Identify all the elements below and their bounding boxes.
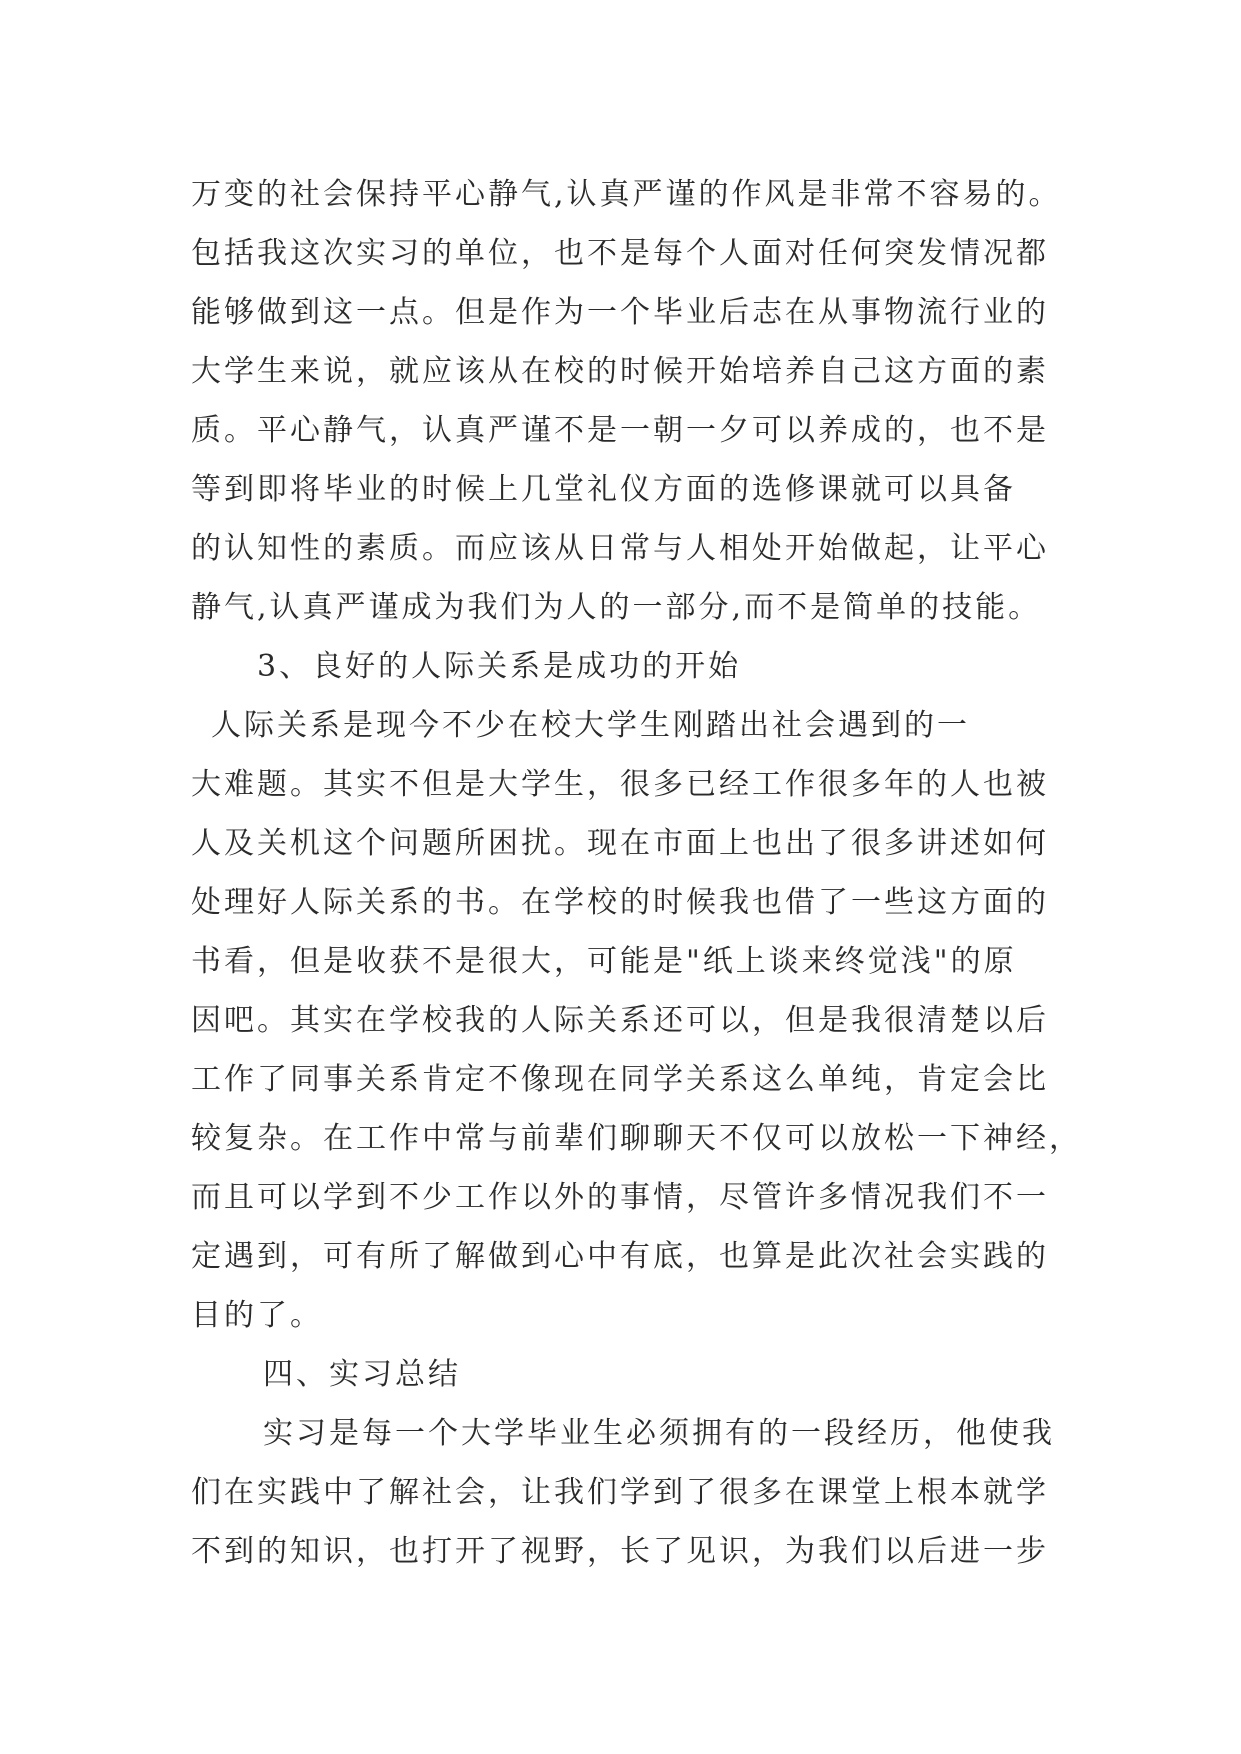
text-line: 大学生来说，就应该从在校的时候开始培养自己这方面的素	[191, 354, 1049, 389]
text-line: 们在实践中了解社会，让我们学到了很多在课堂上根本就学	[191, 1475, 1049, 1510]
text-line: 实习是每一个大学毕业生必须拥有的一段经历，他使我	[263, 1416, 1055, 1451]
text-line: 大难题。其实不但是大学生，很多已经工作很多年的人也被	[191, 767, 1049, 802]
text-line: 的认知性的素质。而应该从日常与人相处开始做起，让平心	[191, 531, 1049, 566]
section-heading: 四、实习总结	[263, 1357, 461, 1392]
text-line: 质。平心静气，认真严谨不是一朝一夕可以养成的，也不是	[191, 413, 1049, 448]
text-line: 目的了。	[191, 1298, 323, 1333]
text-line: 处理好人际关系的书。在学校的时候我也借了一些这方面的	[191, 885, 1049, 920]
text-line: 能够做到这一点。但是作为一个毕业后志在从事物流行业的	[191, 295, 1049, 330]
text-line: 不到的知识，也打开了视野，长了见识，为我们以后进一步	[191, 1534, 1049, 1569]
text-line: 而且可以学到不少工作以外的事情，尽管许多情况我们不一	[191, 1180, 1049, 1215]
document-body	[191, 165, 1082, 1581]
text-line: 人及关机这个问题所困扰。现在市面上也出了很多讲述如何	[191, 826, 1049, 861]
text-line: 因吧。其实在学校我的人际关系还可以，但是我很清楚以后	[191, 1003, 1049, 1038]
text-line: 包括我这次实习的单位，也不是每个人面对任何突发情况都	[191, 236, 1049, 271]
text-line: 书看，但是收获不是很大，可能是"纸上谈来终觉浅"的原	[191, 944, 1017, 979]
text-line: 工作了同事关系肯定不像现在同学关系这么单纯，肯定会比	[191, 1062, 1049, 1097]
text-line: 静气,认真严谨成为我们为人的一部分,而不是简单的技能。	[191, 590, 1042, 625]
text-line: 定遇到，可有所了解做到心中有底，也算是此次社会实践的	[191, 1239, 1049, 1274]
section-heading: 3、良好的人际关系是成功的开始	[257, 649, 742, 684]
text-line: 较复杂。在工作中常与前辈们聊聊天不仅可以放松一下神经，	[191, 1121, 1082, 1156]
text-line: 万变的社会保持平心静气,认真严谨的作风是非常不容易的。	[191, 177, 1062, 212]
text-line: 人际关系是现今不少在校大学生刚踏出社会遇到的一	[211, 708, 970, 743]
text-line: 等到即将毕业的时候上几堂礼仪方面的选修课就可以具备	[191, 472, 1016, 507]
